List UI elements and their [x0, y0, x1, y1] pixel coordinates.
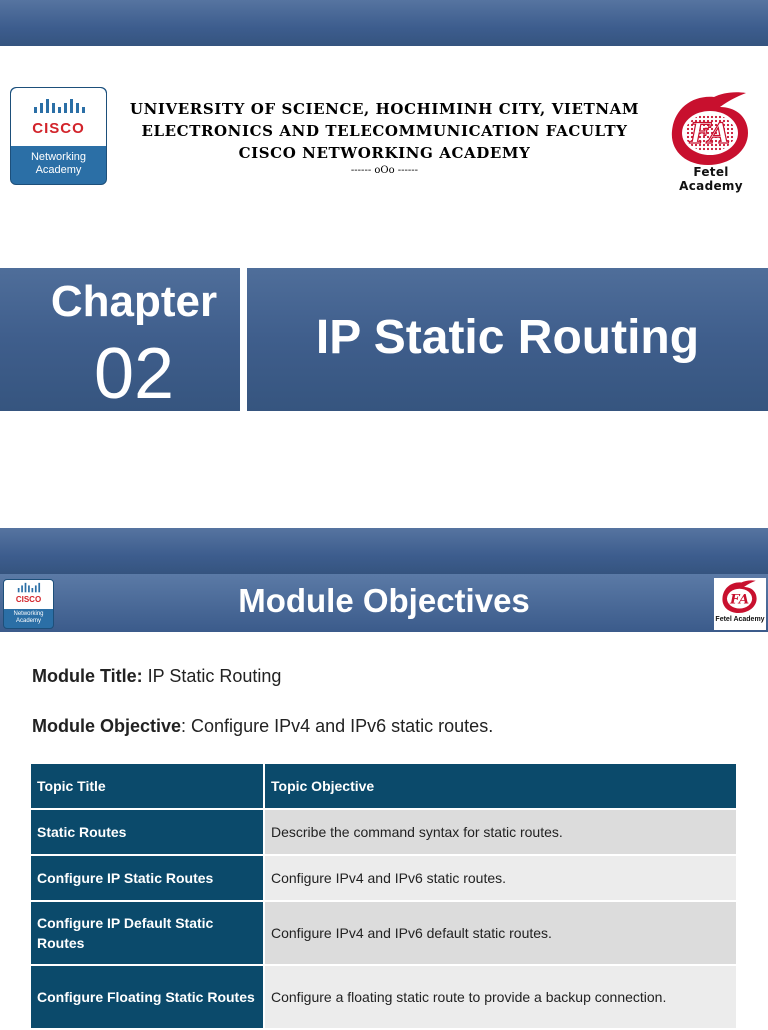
column-header-topic-title: Topic Title [31, 764, 264, 809]
chapter-title: IP Static Routing [315, 311, 700, 364]
table-row [31, 809, 737, 855]
topic-title-cell: Configure IP Static Routes [31, 855, 264, 901]
module-objective-label: Module Objective [32, 716, 182, 736]
table-row [31, 901, 737, 965]
institution-header [112, 98, 657, 178]
module-title-value: IP Static Routing [142, 666, 282, 686]
cisco-logo-subtitle: Networking Academy [30, 151, 87, 176]
fa-logo-caption-small: Fetel Academy [715, 616, 765, 623]
slide-title: Module Objectives [238, 582, 530, 619]
cisco-networking-academy-logo [10, 87, 107, 185]
module-title-label: Module Title: [32, 666, 143, 686]
topic-objective-cell: Configure a floating static route to provide a backup connection. [264, 965, 737, 1029]
topic-objective-cell: Describe the command syntax for static routes. [264, 809, 737, 855]
column-header-topic-objective: Topic Objective [264, 764, 737, 809]
svg-text:FA: FA [729, 591, 750, 608]
module-title-line [32, 666, 281, 687]
institution-line-3: CISCO NETWORKING ACADEMY [238, 144, 531, 162]
institution-divider: ------ oOo ------ [350, 165, 419, 176]
table-row [31, 855, 737, 901]
fa-logo-caption: Fetel Academy [679, 165, 743, 193]
top-band [0, 0, 768, 46]
topic-objective-cell: Configure IPv4 and IPv6 default static routes. [264, 901, 737, 965]
topic-objective-cell: Configure IPv4 and IPv6 static routes. [264, 855, 737, 901]
svg-text:FA: FA [690, 117, 730, 150]
chapter-number: 02 [93, 334, 175, 414]
cisco-wordmark: CISCO [32, 120, 85, 137]
chapter-label: Chapter [50, 277, 218, 326]
table-row [31, 965, 737, 1029]
table-header-row [31, 764, 737, 809]
topic-title-cell: Configure IP Default Static Routes [31, 901, 264, 965]
slide-separator-band [0, 528, 768, 574]
topics-table [31, 764, 738, 1030]
module-objective-line [32, 716, 493, 737]
cisco-bars-icon [11, 97, 106, 117]
topic-title-cell: Static Routes [31, 809, 264, 855]
module-objective-value: : Configure IPv4 and IPv6 static routes. [181, 716, 494, 736]
institution-line-2: ELECTRONICS AND TELECOMMUNICATION FACULTY [141, 122, 628, 140]
cisco-networking-academy-logo-small: CISCO Networking Academy [3, 579, 54, 629]
topic-title-cell: Configure Floating Static Routes [31, 965, 264, 1029]
institution-line-1: UNIVERSITY OF SCIENCE, HOCHIMINH CITY, VIETNAM [129, 100, 640, 118]
